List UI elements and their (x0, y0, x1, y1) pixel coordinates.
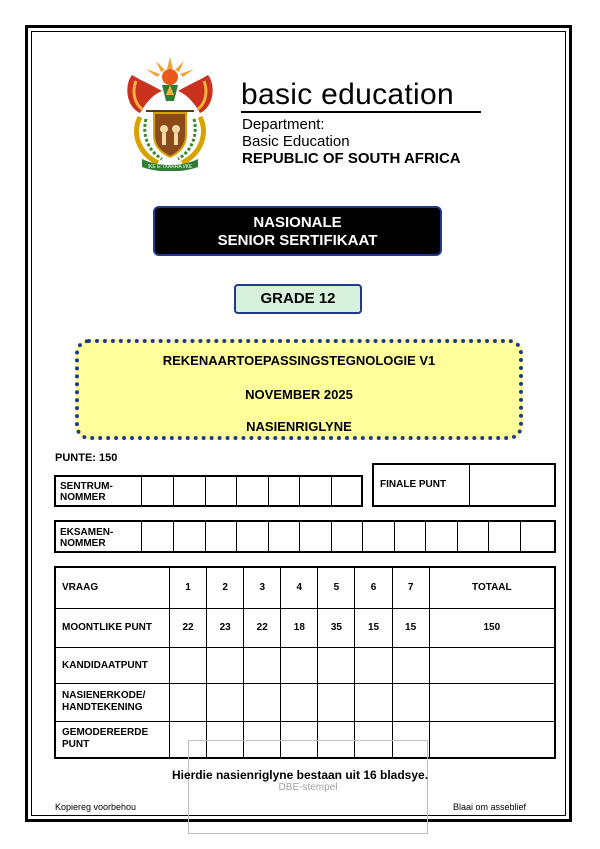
input-cell[interactable] (281, 647, 318, 683)
row-label: KANDIDAATPUNT (55, 647, 170, 683)
centre-digit-box[interactable] (332, 477, 361, 505)
marks-table (54, 566, 556, 759)
row-label: GEMODEREERDE PUNT (55, 721, 170, 758)
input-cell[interactable] (429, 683, 555, 721)
marker-code-row (55, 683, 555, 721)
input-cell[interactable] (318, 683, 355, 721)
turn-over-footer: Blaai om asseblief (453, 802, 527, 812)
document-type: NASIENRIGLYNE (246, 419, 352, 434)
exam-digit-box[interactable] (426, 522, 458, 551)
exam-digit-box[interactable] (332, 522, 363, 551)
exam-digit-box[interactable] (363, 522, 395, 551)
input-cell[interactable] (207, 647, 244, 683)
final-mark-box[interactable] (470, 465, 554, 505)
input-cell[interactable] (244, 647, 281, 683)
header-cell: 1 (170, 567, 207, 608)
input-cell[interactable] (355, 683, 392, 721)
subject-panel (75, 339, 523, 440)
centre-number-field[interactable] (54, 475, 363, 507)
table-cell: 23 (207, 608, 244, 647)
final-mark-field[interactable] (372, 463, 556, 507)
certificate-banner (153, 206, 442, 256)
header-cell: TOTAAL (429, 567, 555, 608)
crest-motto: !KE E: /XARRA //KE (147, 164, 193, 170)
total-marks-label: PUNTE: 150 (55, 452, 118, 464)
exam-session: NOVEMBER 2025 (245, 387, 353, 402)
table-cell: 18 (281, 608, 318, 647)
certificate-line-2: SENIOR SERTIFIKAAT (217, 232, 378, 249)
final-mark-label: FINALE PUNT (374, 465, 470, 505)
brand-divider (241, 111, 481, 113)
possible-marks-row (55, 608, 555, 647)
marks-header-row (55, 567, 555, 608)
exam-number-label: EKSAMEN- NOMMER (56, 522, 142, 551)
input-cell[interactable] (429, 721, 555, 758)
centre-digit-box[interactable] (237, 477, 269, 505)
exam-digit-box[interactable] (521, 522, 554, 551)
table-cell: 150 (429, 608, 555, 647)
input-cell[interactable] (170, 647, 207, 683)
centre-digit-box[interactable] (174, 477, 206, 505)
table-cell: 15 (355, 608, 392, 647)
input-cell[interactable] (318, 647, 355, 683)
input-cell[interactable] (392, 683, 429, 721)
table-cell: 22 (244, 608, 281, 647)
brand-basic-education: Basic Education (242, 133, 350, 150)
centre-digit-box[interactable] (300, 477, 332, 505)
exam-digit-box[interactable] (300, 522, 332, 551)
table-cell: 15 (392, 608, 429, 647)
page-count-note: Hierdie nasienriglyne bestaan uit 16 bladsye. (171, 768, 429, 782)
input-cell[interactable] (281, 683, 318, 721)
table-cell: 22 (170, 608, 207, 647)
header-cell: 7 (392, 567, 429, 608)
centre-digit-box[interactable] (142, 477, 174, 505)
exam-number-field[interactable] (54, 520, 556, 553)
header-cell: 2 (207, 567, 244, 608)
copyright-footer: Kopiereg voorbehou (55, 802, 137, 812)
input-cell[interactable] (207, 683, 244, 721)
exam-digit-box[interactable] (237, 522, 269, 551)
header-cell: 4 (281, 567, 318, 608)
exam-digit-box[interactable] (269, 522, 300, 551)
subject-name: REKENAARTOEPASSINGSTEGNOLOGIE V1 (162, 353, 436, 368)
brand-country: REPUBLIC OF SOUTH AFRICA (242, 150, 461, 167)
exam-digit-box[interactable] (206, 522, 237, 551)
grade-badge: GRADE 12 (234, 284, 362, 314)
centre-digit-box[interactable] (206, 477, 237, 505)
input-cell[interactable] (392, 647, 429, 683)
header-cell: 3 (244, 567, 281, 608)
row-label: MOONTLIKE PUNT (55, 608, 170, 647)
coat-of-arms-logo (122, 55, 218, 171)
header-cell: VRAAG (55, 567, 170, 608)
brand-department: Department: (242, 116, 325, 133)
input-cell[interactable] (429, 647, 555, 683)
header-cell: 6 (355, 567, 392, 608)
exam-digit-box[interactable] (142, 522, 174, 551)
exam-digit-box[interactable] (174, 522, 206, 551)
table-cell: 35 (318, 608, 355, 647)
input-cell[interactable] (355, 647, 392, 683)
header-cell: 5 (318, 567, 355, 608)
dbe-stamp-area: DBE-stempel (188, 740, 428, 834)
row-label: NASIENERKODE/ HANDTEKENING (55, 683, 170, 721)
exam-digit-box[interactable] (395, 522, 426, 551)
centre-digit-box[interactable] (269, 477, 300, 505)
input-cell[interactable] (170, 683, 207, 721)
candidate-marks-row (55, 647, 555, 683)
exam-digit-box[interactable] (489, 522, 521, 551)
certificate-line-1: NASIONALE (253, 214, 342, 231)
exam-digit-box[interactable] (458, 522, 489, 551)
centre-number-label: SENTRUM- NOMMER (56, 477, 142, 505)
brand-title: basic education (241, 78, 454, 111)
input-cell[interactable] (244, 683, 281, 721)
